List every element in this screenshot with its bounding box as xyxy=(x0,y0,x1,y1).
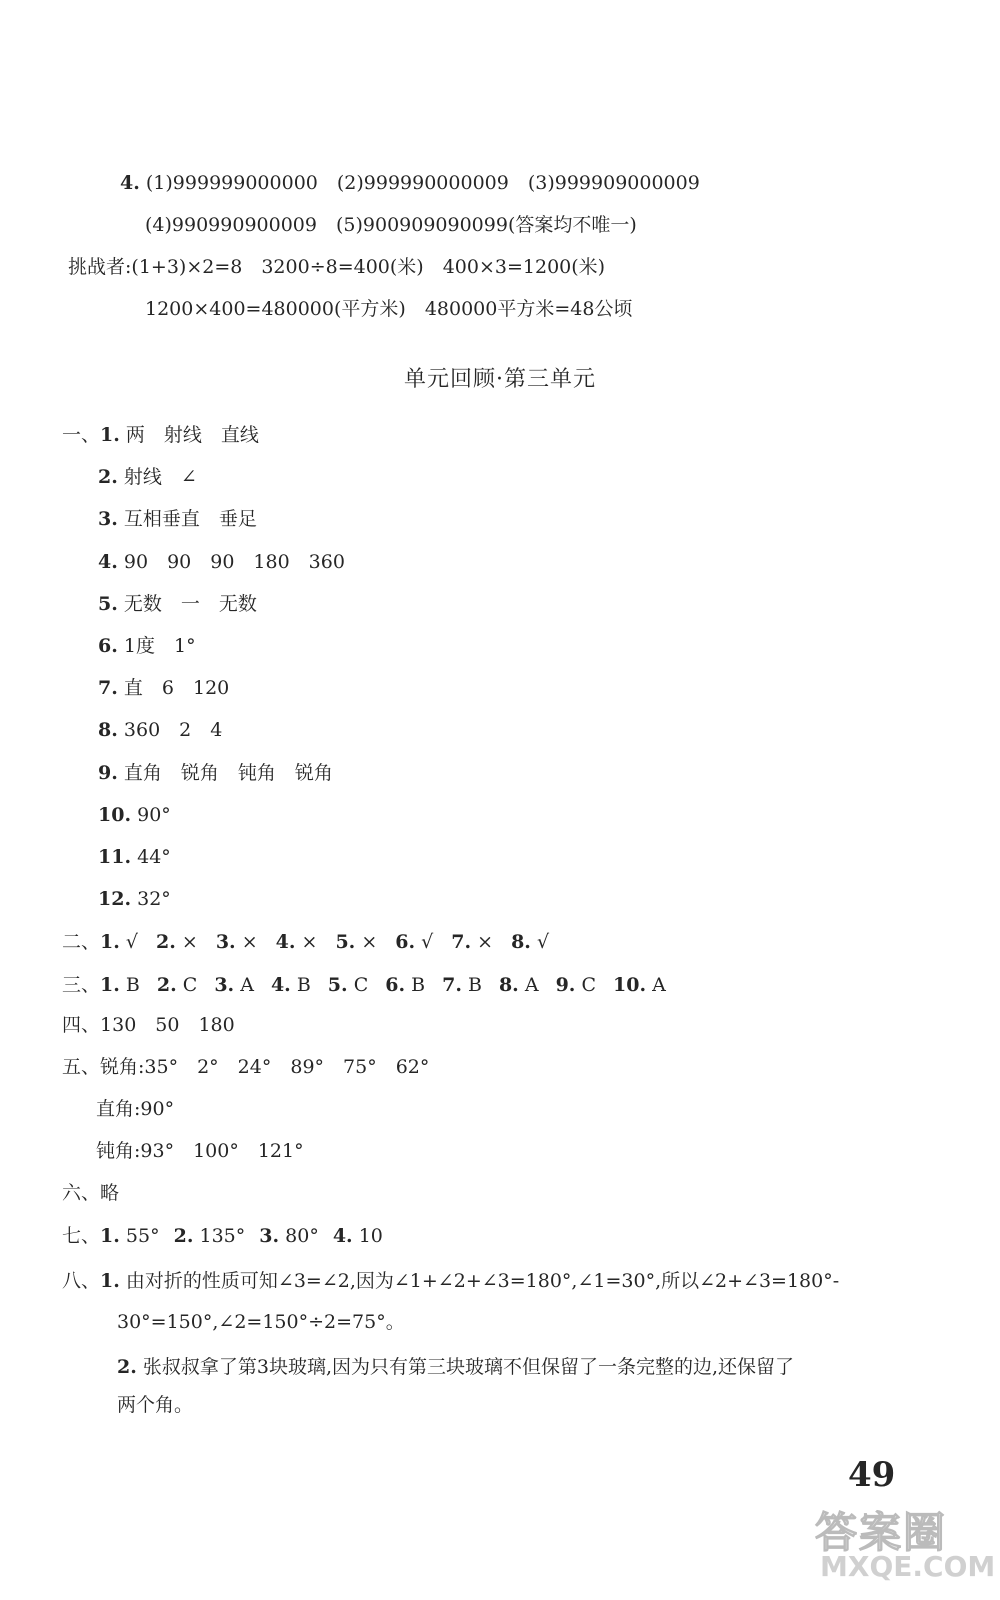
item-answer: 90° xyxy=(137,804,171,826)
item-answer: 直角 锐角 钝角 锐角 xyxy=(123,762,333,784)
answer-item xyxy=(156,931,198,953)
part1-item xyxy=(98,633,196,659)
part1-item xyxy=(98,464,197,490)
answer-value: √ xyxy=(125,931,139,953)
part1-item xyxy=(98,717,222,743)
part8-q2-text-1: 张叔叔拿了第3块玻璃,因为只有第三块玻璃不但保留了一条完整的边,还保留了 xyxy=(142,1356,795,1378)
part1-label: 一、 xyxy=(62,424,101,446)
answer-number: 3. xyxy=(259,1225,280,1247)
answer-value: 80° xyxy=(285,1225,319,1247)
answer-number: 7. xyxy=(442,974,462,996)
answer-item xyxy=(100,1225,160,1247)
answer-number: 5. xyxy=(335,931,356,953)
answer-value: C xyxy=(182,974,198,996)
item-answer: 1度 1° xyxy=(123,635,196,657)
part8-q1-text-1: 由对折的性质可知∠3=∠2,因为∠1+∠2+∠3=180°,∠1=30°,所以∠2+∠3=180°- xyxy=(125,1270,840,1292)
answer-value: × xyxy=(361,931,378,953)
answer-value: C xyxy=(581,974,597,996)
answer-item xyxy=(451,931,493,953)
answer-number: 2. xyxy=(156,974,177,996)
part4-label: 四、 xyxy=(62,1014,101,1036)
answer-item xyxy=(174,1225,246,1247)
answer-number: 6. xyxy=(385,974,406,996)
watermark-logo: 答案圈 xyxy=(815,1508,948,1557)
part5-obtuse: 钝角:93° 100° 121° xyxy=(96,1140,304,1162)
answer-item xyxy=(395,931,433,953)
part8-q2-line-1 xyxy=(117,1354,794,1380)
answer-value: × xyxy=(301,931,318,953)
item-answer: 两 射线 直线 xyxy=(125,424,259,446)
answer-item xyxy=(214,974,254,996)
part2-row xyxy=(62,929,567,955)
part8-q2-text-2: 两个角。 xyxy=(117,1394,194,1416)
answer-item xyxy=(385,974,425,996)
part1-item xyxy=(98,844,171,870)
answer-number: 2. xyxy=(173,1225,194,1247)
answer-number: 5. xyxy=(327,974,348,996)
answer-number: 1. xyxy=(100,1225,120,1247)
part6-row xyxy=(62,1180,119,1206)
item-number: 7. xyxy=(98,677,118,699)
answer-value: × xyxy=(241,931,258,953)
answer-number: 8. xyxy=(498,974,519,996)
answer-item xyxy=(335,931,377,953)
part5-row-1 xyxy=(62,1054,429,1080)
answer-value: A xyxy=(524,974,539,996)
answer-number: 3. xyxy=(215,931,236,953)
answer-item xyxy=(259,1225,319,1247)
item-answer: 44° xyxy=(137,846,171,868)
part6-label: 六、 xyxy=(62,1182,101,1204)
q4-answers-2: (4)990990900009 (5)900909090099(答案均不唯一) xyxy=(145,214,637,236)
item-number: 9. xyxy=(98,762,118,784)
q4-number: 4. xyxy=(120,172,140,194)
part6-answer: 略 xyxy=(100,1182,120,1204)
answer-number: 8. xyxy=(511,931,531,953)
answer-number: 1. xyxy=(100,974,120,996)
answer-item xyxy=(100,974,140,996)
answer-item xyxy=(157,974,197,996)
answer-item xyxy=(276,931,318,953)
part3-label: 三、 xyxy=(62,974,101,996)
part7-label: 七、 xyxy=(62,1225,101,1247)
answer-value: C xyxy=(353,974,369,996)
answer-value: B xyxy=(125,974,140,996)
part1-item xyxy=(98,506,257,532)
part2-items xyxy=(100,931,567,953)
part7-row xyxy=(62,1223,397,1249)
part2-label: 二、 xyxy=(62,931,101,953)
answer-value: A xyxy=(240,974,254,996)
answer-value: B xyxy=(467,974,482,996)
part1-item xyxy=(98,675,229,701)
answer-value: B xyxy=(296,974,311,996)
answer-value: B xyxy=(411,974,426,996)
part8-q2-number: 2. xyxy=(117,1356,137,1378)
answer-number: 4. xyxy=(275,931,296,953)
item-number: 1. xyxy=(100,424,120,446)
item-number: 5. xyxy=(98,593,118,615)
answer-value: √ xyxy=(421,931,434,953)
item-answer: 互相垂直 垂足 xyxy=(123,508,257,530)
answer-item xyxy=(613,974,666,996)
part7-items xyxy=(100,1225,397,1247)
part4-row xyxy=(62,1012,235,1038)
answer-number: 2. xyxy=(156,931,176,953)
part8-q1-number: 1. xyxy=(100,1270,120,1292)
answer-value: 55° xyxy=(125,1225,160,1247)
challenge-line-1 xyxy=(68,254,605,280)
part8-q1-text-2: 30°=150°,∠2=150°÷2=75°。 xyxy=(117,1311,405,1333)
part1-item xyxy=(62,422,259,448)
answer-item xyxy=(333,1225,383,1247)
page-number: 49 xyxy=(848,1455,896,1495)
item-number: 3. xyxy=(98,508,118,530)
section-title: 单元回顾·第三单元 xyxy=(404,367,596,392)
answer-number: 3. xyxy=(214,974,235,996)
item-answer: 32° xyxy=(137,888,171,910)
part4-answer: 130 50 180 xyxy=(100,1014,235,1036)
answer-value: 135° xyxy=(199,1225,246,1247)
answer-value: √ xyxy=(536,931,550,953)
part1-item xyxy=(98,591,257,617)
challenge-answer-1: (1+3)×2=8 3200÷8=400(米) 400×3=1200(米) xyxy=(131,256,606,278)
part8-label: 八、 xyxy=(62,1270,101,1292)
item-answer: 直 6 120 xyxy=(123,677,230,699)
answer-item xyxy=(216,931,258,953)
item-number: 2. xyxy=(98,466,118,488)
answer-value: × xyxy=(477,931,494,953)
answer-number: 9. xyxy=(555,974,576,996)
answer-item xyxy=(442,974,482,996)
q4-answers-1: (1)999999000000 (2)999990000009 (3)999909000009 xyxy=(145,172,700,194)
answer-number: 4. xyxy=(270,974,291,996)
item-number: 10. xyxy=(98,804,132,826)
item-answer: 无数 一 无数 xyxy=(123,593,257,615)
part1-item xyxy=(98,802,171,828)
answer-value: × xyxy=(181,931,198,953)
part1-item xyxy=(98,760,333,786)
answer-item xyxy=(556,974,596,996)
item-number: 12. xyxy=(98,888,132,910)
part3-items xyxy=(100,974,683,996)
part1-item xyxy=(98,549,345,575)
part3-row xyxy=(62,972,683,998)
answer-number: 4. xyxy=(332,1225,353,1247)
answer-item xyxy=(271,974,311,996)
challenge-label: 挑战者: xyxy=(68,256,132,278)
item-number: 6. xyxy=(98,635,118,657)
challenge-answer-2: 1200×400=480000(平方米) 480000平方米=48公顷 xyxy=(145,298,633,320)
answer-number: 10. xyxy=(613,974,647,996)
part8-q1-line-1 xyxy=(62,1268,839,1294)
part5-label: 五、 xyxy=(62,1056,101,1078)
q4-line-1 xyxy=(120,170,700,196)
answer-item xyxy=(328,974,368,996)
part5-acute: 锐角:35° 2° 24° 89° 75° 62° xyxy=(100,1056,430,1078)
answer-number: 6. xyxy=(395,931,416,953)
item-number: 4. xyxy=(98,551,118,573)
item-answer: 90 90 90 180 360 xyxy=(123,551,345,573)
item-answer: 射线 ∠ xyxy=(123,466,197,488)
part1-item xyxy=(98,886,171,912)
answer-value: A xyxy=(652,974,666,996)
item-number: 8. xyxy=(98,719,118,741)
answer-number: 7. xyxy=(451,931,472,953)
answer-number: 1. xyxy=(100,931,120,953)
answer-item xyxy=(100,931,138,953)
part5-right: 直角:90° xyxy=(96,1098,175,1120)
item-answer: 360 2 4 xyxy=(123,719,223,741)
answer-item xyxy=(511,931,549,953)
answer-item xyxy=(499,974,539,996)
item-number: 11. xyxy=(98,846,132,868)
watermark-url: MXQE.COM xyxy=(820,1550,996,1583)
answer-value: 10 xyxy=(358,1225,383,1247)
